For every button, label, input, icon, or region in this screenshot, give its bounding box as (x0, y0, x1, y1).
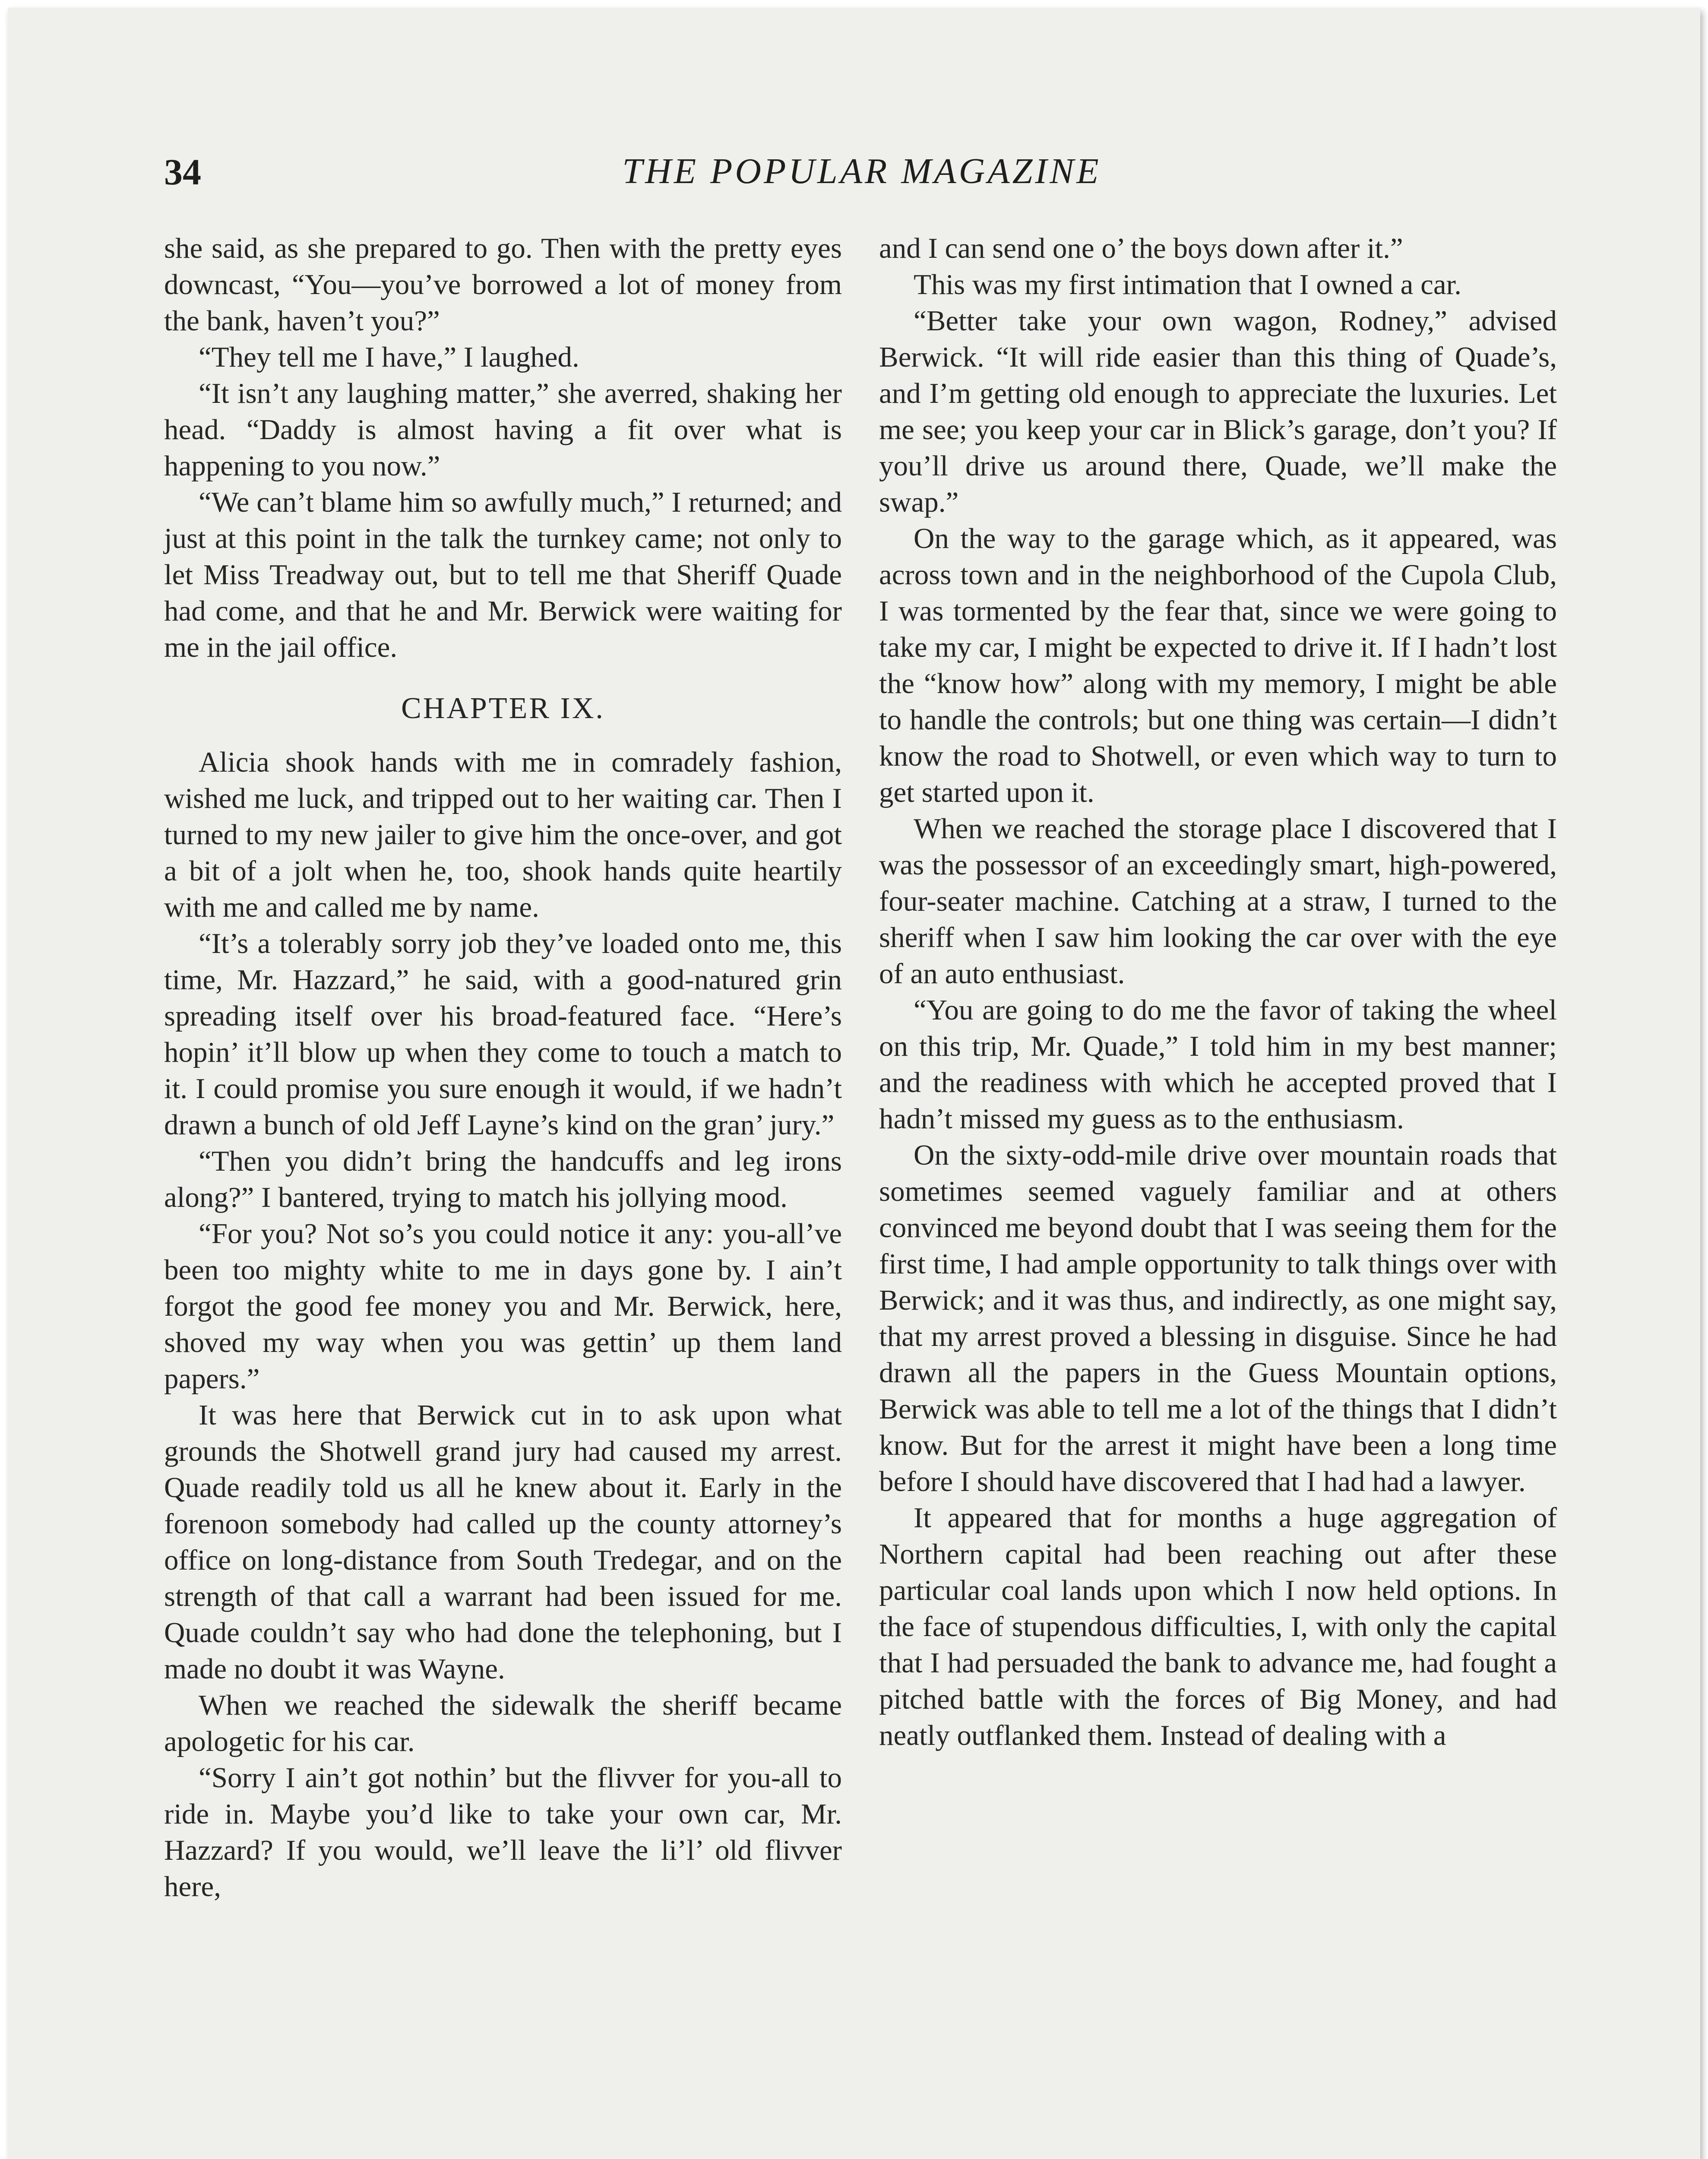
page-number: 34 (164, 151, 201, 193)
paragraph: “Then you didn’t bring the handcuffs and leg irons along?” I bantered, trying to match his jollying mood. (164, 1145, 842, 1213)
paragraph: It was here that Berwick cut in to ask upon what grounds the Shotwell grand jury had caused my arrest. Quade readily told us all he knew about it. Early in the forenoon somebody had called up the county attorney’s office on long-distance from South Tredegar, and on the strength of that call a warrant had been issued for me. Quade couldn’t say who had done the telephoning, but I made no doubt it was Wayne. (164, 1399, 842, 1685)
paragraph: It appeared that for months a huge aggregation of Northern capital had been reaching out after these particular coal lands upon which I now held options. In the face of stupendous difficulties, I, with only the capital that I had persuaded the bank to advance me, had fought a pitched battle with the forces of Big Money, and had neatly outflanked them. Instead of dealing with a (879, 1502, 1557, 1751)
running-title: THE POPULAR MAGAZINE (622, 151, 1101, 191)
paragraph: “It isn’t any laughing matter,” she averred, shaking her head. “Daddy is almost having a fit over what is happening to you now.” (164, 377, 842, 482)
paragraph: “We can’t blame him so awfully much,” I returned; and just at this point in the talk the turnkey came; not only to let Miss Treadway out, but to tell me that Sheriff Quade had come, and that he and Mr. Berwick were waiting for me in the jail office. (164, 486, 842, 663)
paragraph: “They tell me I have,” I laughed. (199, 341, 579, 373)
paragraph: When we reached the storage place I discovered that I was the possessor of an exceedingly smart, high-powered, four-seater machine. Catching at a straw, I turned to the sheriff when I saw him looking the car over with the eye of an auto enthusiast. (879, 813, 1557, 990)
magazine-page (8, 8, 1700, 2159)
paragraph: “Better take your own wagon, Rodney,” advised Berwick. “It will ride easier than this thing of Quade’s, and I’m getting old enough to appreciate the luxuries. Let me see; you keep your car in Blick’s garage, don’t you? If you’ll drive us around there, Quade, we’ll make the swap.” (879, 305, 1557, 518)
page-header (164, 150, 1559, 202)
paragraph: “It’s a tolerably sorry job they’ve loaded onto me, this time, Mr. Hazzard,” he said, with a good-natured grin spreading itself over his broad-featured face. “Here’s hopin’ it’ll blow up when they come to touch a match to it. I could promise you sure enough it would, if we hadn’t drawn a bunch of old Jeff Layne’s kind on the gran’ jury.” (164, 928, 842, 1141)
paragraph: Alicia shook hands with me in comradely fashion, wished me luck, and tripped out to her waiting car. Then I turned to my new jailer to give him the once-over, and got a bit of a jolt when he, too, shook hands quite heartily with me and called me by name. (164, 746, 842, 923)
paragraph: “You are going to do me the favor of taking the wheel on this trip, Mr. Quade,” I told him in my best manner; and the readiness with which he accepted proved that I hadn’t missed my guess as to the enthusiasm. (879, 994, 1557, 1135)
paragraph: When we reached the sidewalk the sheriff became apologetic for his car. (164, 1689, 842, 1757)
paragraph: she said, as she prepared to go. Then with the pretty eyes downcast, “You—you’ve borrowed a lot of money from the bank, haven’t you?” (164, 232, 842, 337)
paragraph: On the way to the garage which, as it appeared, was across town and in the neighborhood of the Cupola Club, I was tormented by the fear that, since we were going to take my car, I might be expected to drive it. If I hadn’t lost the “know how” along with my memory, I might be able to handle the controls; but one thing was certain—I didn’t know the road to Shotwell, or even which way to turn to get started upon it. (879, 522, 1557, 808)
paragraph: On the sixty-odd-mile drive over mountain roads that sometimes seemed vaguely familiar and at others convinced me beyond doubt that I was seeing them for the first time, I had ample opportunity to talk things over with Berwick; and it was thus, and indirectly, as one might say, that my arrest proved a blessing in disguise. Since he had drawn all the papers in the Guess Mountain options, Berwick was able to tell me a lot of the things that I didn’t know. But for the arrest it might have been a long time before I should have discovered that I had had a lawyer. (879, 1139, 1557, 1497)
left-column (164, 230, 842, 1905)
paragraph: This was my first intimation that I owned a car. (914, 269, 1462, 301)
paragraph: and I can send one o’ the boys down after it.” (879, 232, 1403, 264)
right-column (879, 230, 1557, 1754)
chapter-heading: CHAPTER IX. (401, 692, 605, 725)
paragraph: “For you? Not so’s you could notice it any: you-all’ve been too mighty white to me in days gone by. I ain’t forgot the good fee money you and Mr. Berwick, here, shoved my way when you was gettin’ up them land papers.” (164, 1218, 842, 1395)
paragraph: “Sorry I ain’t got nothin’ but the flivver for you-all to ride in. Maybe you’d like to take your own car, Mr. Hazzard? If you would, we’ll leave the li’l’ old flivver here, (164, 1762, 842, 1903)
